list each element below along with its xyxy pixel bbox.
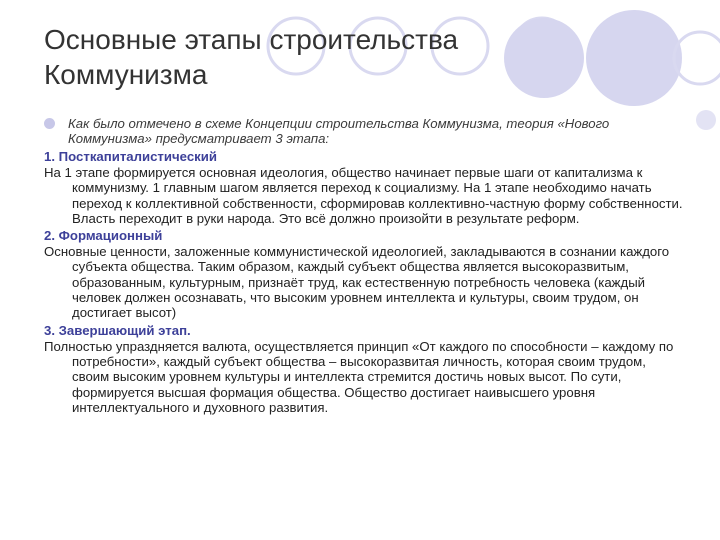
- intro-text: Как было отмечено в схеме Концепции строительства Коммунизма, теория «Нового Коммунизма» предусматривает 3 этапа:: [68, 116, 610, 146]
- circle-filled-1: [504, 18, 584, 98]
- bullet-icon: [44, 118, 55, 129]
- stage-heading: 1. Посткапиталистический: [44, 149, 217, 164]
- stage-text: Полностью упраздняется валюта, осуществляется принцип «От каждого по способности – каждому по потребности», каждый субъект общества – высокоразвитая личность, которая своим трудом, своим высоким уровнем культуры и интеллекта стремится достичь новых высот. По сути, формируется высшая формация общества. Общество достигает наивысшего уровня интеллектуального и духовного развития.: [44, 338, 674, 415]
- stage-text: На 1 этапе формируется основная идеология, общество начинает первые шаги от капитализма к коммунизму. 1 главным шагом является переход к социализму. На 1 этапе необходимо начать переход к коллективной собственности, сформировав коллективно-частную форму собственности. Власть переходит в руки народа. Это всё должно произойти в результате реформ.: [44, 165, 683, 226]
- stage-heading: 2. Формационный: [44, 228, 163, 244]
- circle-filled-3: [696, 110, 716, 130]
- stage-2: [44, 228, 684, 320]
- circle-filled-2: [586, 10, 682, 106]
- stage-3: [44, 323, 684, 415]
- slide-title: Основные этапы строительства Коммунизма: [44, 24, 459, 90]
- intro-paragraph: [44, 116, 684, 146]
- stage-1: [44, 149, 684, 226]
- stage-text: Основные ценности, заложенные коммунистической идеологией, закладываются в сознании каждого субъекта общества. Таким образом, каждый субъект общества является высокоразвитым, образованным, культурным, признаёт труд, как естественную потребность человека (каждый человек должен осознавать, что высоким уровнем интеллекта и культуры, своим трудом, он достигает высот): [44, 244, 670, 321]
- stage-heading: 3. Завершающий этап.: [44, 322, 191, 338]
- slide-content: [44, 116, 684, 417]
